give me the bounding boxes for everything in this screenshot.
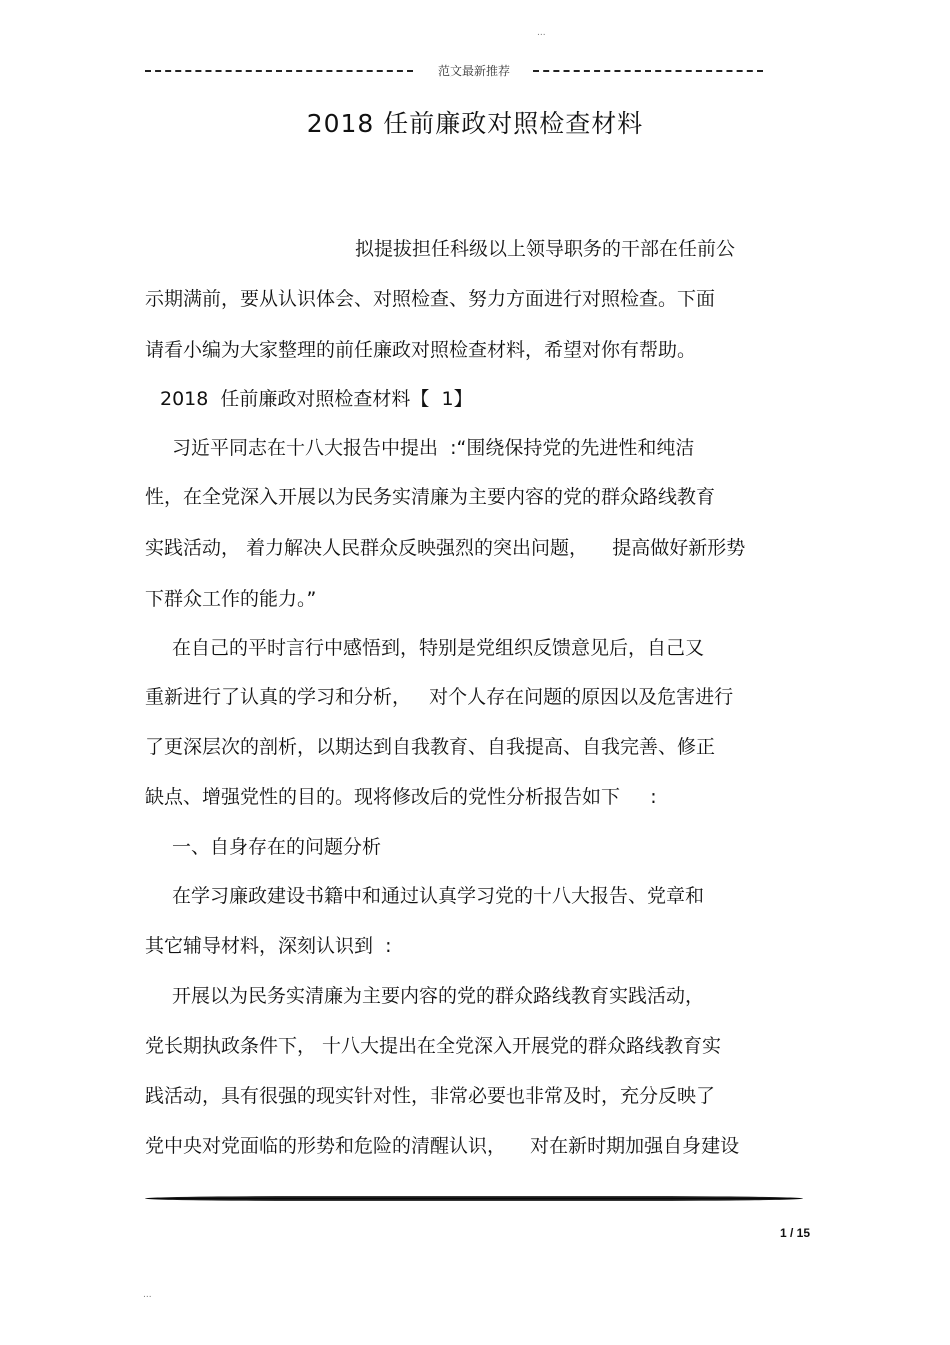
body-line: 其它辅导材料，深刻认识到 : [145, 935, 392, 957]
top-dots: ... [537, 28, 546, 38]
body-line: 在自己的平时言行中感悟到，特别是党组织反馈意见后，自己又 [172, 637, 705, 659]
body-line: 践活动，具有很强的现实针对性，非常必要也非常及时，充分反映了 [145, 1085, 716, 1107]
body-line: 习近平同志在十八大报告中提出 :“围绕保持党的先进性和纯洁 [172, 437, 695, 459]
body-line: 缺点、增强党性的目的。现将修改后的党性分析报告如下 : [145, 786, 657, 808]
header-rule-right [533, 70, 763, 72]
section-heading: 2018 任前廉政对照检查材料【 1】 [160, 388, 473, 410]
document-title: 2018 任前廉政对照检查材料 [306, 109, 644, 138]
body-line: 下群众工作的能力。” [145, 588, 317, 610]
body-line: 性，在全党深入开展以为民务实清廉为主要内容的党的群众路线教育 [145, 486, 716, 508]
body-line: 请看小编为大家整理的前任廉政对照检查材料，希望对你有帮助。 [145, 339, 697, 361]
bottom-dots: ... [143, 1290, 152, 1300]
body-line: 在学习廉政建设书籍中和通过认真学习党的十八大报告、党章和 [172, 885, 705, 907]
header-label: 范文最新推荐 [437, 64, 510, 78]
header-rule-left [145, 70, 413, 72]
body-line: 拟提拔担任科级以上领导职务的干部在任前公 [355, 238, 736, 260]
body-line: 党长期执政条件下， 十八大提出在全党深入开展党的群众路线教育实 [145, 1035, 722, 1057]
body-line: 重新进行了认真的学习和分析， 对个人存在问题的原因以及危害进行 [145, 686, 734, 708]
page-number: 1 / 15 [779, 1226, 810, 1240]
body-line: 了更深层次的剖析，以期达到自我教育、自我提高、自我完善、修正 [145, 736, 716, 758]
section-heading: 一、自身存在的问题分析 [172, 836, 382, 858]
body-line: 党中央对党面临的形势和危险的清醒认识， 对在新时期加强自身建设 [145, 1135, 740, 1157]
body-line: 示期满前，要从认识体会、对照检查、努力方面进行对照检查。下面 [145, 288, 716, 310]
footer-rule [145, 1196, 803, 1201]
body-line: 开展以为民务实清廉为主要内容的党的群众路线教育实践活动， [172, 985, 705, 1007]
body-line: 实践活动， 着力解决人民群众反映强烈的突出问题， 提高做好新形势 [145, 537, 746, 559]
